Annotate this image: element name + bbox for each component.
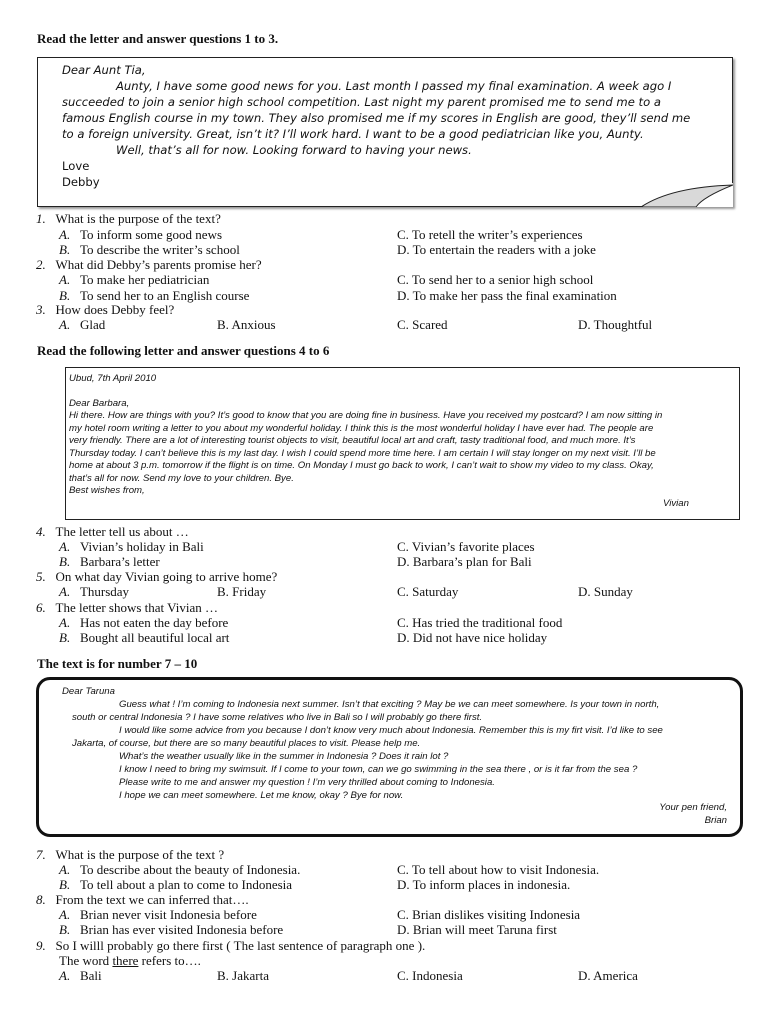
option-1d[interactable]: D. To entertain the readers with a joke — [397, 242, 596, 257]
option-5b[interactable]: B. Friday — [217, 584, 267, 599]
letter2-signature: Vivian — [663, 498, 689, 509]
question-5: 5. On what day Vivian going to arrive home? — [36, 569, 278, 584]
section1-heading: Read the letter and answer questions 1 to 3. — [37, 31, 279, 46]
question-4: 4. The letter tell us about … — [36, 524, 189, 539]
option-3d[interactable]: D. Thoughtful — [578, 317, 653, 332]
section3-heading: The text is for number 7 – 10 — [37, 656, 198, 671]
letter1-line: famous English course in my town. They also promised me if my scores in English are good, they’ll send me — [62, 111, 691, 125]
option-6b[interactable]: B. Bought all beautiful local art — [59, 630, 230, 645]
option-2c[interactable]: C. To send her to a senior high school — [397, 272, 594, 287]
option-7d[interactable]: D. To inform places in indonesia. — [397, 877, 571, 892]
letter2-greeting: Dear Barbara, — [69, 398, 130, 409]
letter1-greeting: Dear Aunt Tia, — [62, 63, 146, 77]
letter2-line: Hi there. How are things with you? It’s good to know that you are doing fine in business. Have you received my postcard? I am now sitting in — [69, 410, 663, 421]
option-7a[interactable]: A. To describe about the beauty of Indonesia. — [59, 862, 301, 877]
option-2b[interactable]: B. To send her to an English course — [59, 288, 250, 303]
question-9-prompt: The word there refers to…. — [59, 953, 201, 968]
option-3c[interactable]: C. Scared — [397, 317, 448, 332]
option-2d[interactable]: D. To make her pass the final examination — [397, 288, 617, 303]
option-6d[interactable]: D. Did not have nice holiday — [397, 630, 548, 645]
question-7: 7. What is the purpose of the text ? — [36, 847, 225, 862]
question-9: 9. So I willl probably go there first ( The last sentence of paragraph one ). — [36, 938, 426, 953]
option-2a[interactable]: A. To make her pediatrician — [59, 272, 210, 287]
letter2-date: Ubud, 7th April 2010 — [69, 373, 157, 384]
letter1-line: succeeded to join a senior high school competition. Last night my parent promised me to send me to a — [62, 95, 661, 109]
question-2: 2. What did Debby’s parents promise her? — [36, 257, 262, 272]
question-6: 6. The letter shows that Vivian … — [36, 600, 219, 615]
letter1-line: Aunty, I have some good news for you. Last month I passed my final examination. A week ago I — [116, 79, 672, 93]
letter3-greeting: Dear Taruna — [62, 686, 115, 697]
question-1: 1. What is the purpose of the text? — [36, 211, 221, 226]
option-8a[interactable]: A. Brian never visit Indonesia before — [59, 907, 257, 922]
option-9b[interactable]: B. Jakarta — [217, 968, 269, 983]
letter2-line: my hotel room writing a letter to you about my wonderful holiday. I think this is the most wonderful holiday I have ever had. The people are — [69, 423, 654, 434]
letter3-signature: Brian — [704, 815, 727, 826]
page-curl-icon — [641, 183, 733, 207]
option-5a[interactable]: A. Thursday — [59, 584, 130, 599]
letter-box-2 — [65, 367, 740, 520]
section2-heading: Read the following letter and answer questions 4 to 6 — [37, 343, 330, 358]
letter1-line: to a foreign university. Great, isn’t it? I’ll work hard. I want to be a good pediatrician like you, Aunty. — [62, 127, 644, 141]
option-8d[interactable]: D. Brian will meet Taruna first — [397, 922, 557, 937]
letter-box-3 — [36, 677, 743, 837]
question-8: 8. From the text we can inferred that…. — [36, 892, 249, 907]
letter1-closing-line: Well, that’s all for now. Looking forward to having your news. — [116, 143, 472, 157]
letter3-line: Guess what ! I’m coming to Indonesia next summer. Isn’t that exciting ? May be we can meet somewhere. Is your town in north, — [119, 699, 660, 710]
option-1a[interactable]: A. To inform some good news — [59, 227, 223, 242]
option-8c[interactable]: C. Brian dislikes visiting Indonesia — [397, 907, 581, 922]
option-4b[interactable]: B. Barbara’s letter — [59, 554, 160, 569]
letter2-line: home at about 3 p.m. tomorrow if the flight is on time. On Monday I must go back to work, I can’t wait to show my video to my class. Okay, — [69, 460, 654, 471]
option-5d[interactable]: D. Sunday — [578, 584, 633, 599]
option-5c[interactable]: C. Saturday — [397, 584, 459, 599]
option-6c[interactable]: C. Has tried the traditional food — [397, 615, 563, 630]
letter1-signature: Debby — [62, 175, 100, 189]
option-7c[interactable]: C. To tell about how to visit Indonesia. — [397, 862, 600, 877]
option-9c[interactable]: C. Indonesia — [397, 968, 463, 983]
letter3-line: I know I need to bring my swimsuit. If I come to your town, can we go swimming in the sea there , or is it far from the sea ? — [119, 764, 638, 775]
letter2-line: that’s all for now. Send my love to your children. Bye. — [69, 473, 294, 484]
letter3-line: Please write to me and answer my question ! I’m very thrilled about coming to Indonesia. — [119, 777, 495, 788]
option-9a[interactable]: A. Bali — [59, 968, 102, 983]
option-4a[interactable]: A. Vivian’s holiday in Bali — [59, 539, 204, 554]
letter3-line: Jakarta, of course, but there are so many beautiful places to visit. Please help me. — [72, 738, 421, 749]
letter3-line: What’s the weather usually like in the summer in Indonesia ? Does it rain lot ? — [119, 751, 449, 762]
letter3-line: south or central Indonesia ? I have some relatives who live in Bali so I will probably go there first. — [72, 712, 483, 723]
option-1c[interactable]: C. To retell the writer’s experiences — [397, 227, 583, 242]
option-3b[interactable]: B. Anxious — [217, 317, 276, 332]
letter3-line: I hope we can meet somewhere. Let me know, okay ? Bye for now. — [119, 790, 404, 801]
letter2-sign-off: Best wishes from, — [69, 485, 145, 496]
option-3a[interactable]: A. Glad — [59, 317, 106, 332]
letter3-closing: Your pen friend, — [659, 802, 727, 813]
option-9d[interactable]: D. America — [578, 968, 638, 983]
letter2-line: Thursday today. I can’t believe this is my last day. I wish I could spend more time here. I am certain I will stay longer on my next visit. I’ll be — [69, 448, 656, 459]
option-7b[interactable]: B. To tell about a plan to come to Indonesia — [59, 877, 293, 892]
option-8b[interactable]: B. Brian has ever visited Indonesia before — [59, 922, 284, 937]
option-6a[interactable]: A. Has not eaten the day before — [59, 615, 229, 630]
letter-box-1 — [37, 57, 733, 207]
option-4d[interactable]: D. Barbara’s plan for Bali — [397, 554, 532, 569]
letter2-line: very friendly. There are a lot of interesting tourist objects to visit, beautiful local art and craft, tasty traditional food, and much more. It’s — [69, 435, 636, 446]
letter1-sign-off: Love — [62, 159, 90, 173]
option-4c[interactable]: C. Vivian’s favorite places — [397, 539, 535, 554]
letter3-line: I would like some advice from you because I don’t know very much about Indonesia. Remember this is my firt visit. I’d like to see — [119, 725, 663, 736]
question-3: 3. How does Debby feel? — [36, 302, 175, 317]
option-1b[interactable]: B. To describe the writer’s school — [59, 242, 240, 257]
